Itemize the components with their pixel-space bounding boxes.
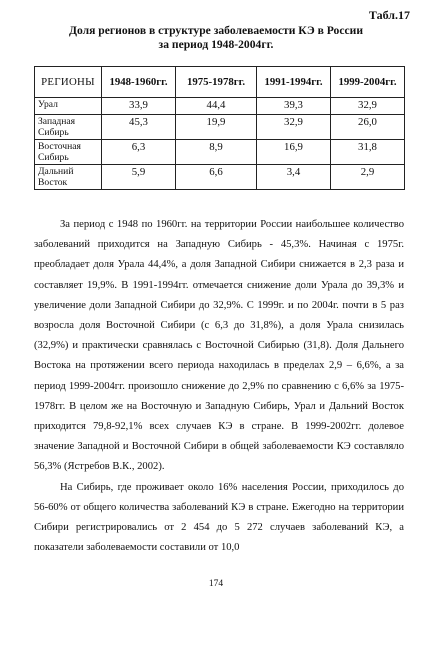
value-cell: 5,9 — [102, 165, 176, 190]
value-cell: 44,4 — [176, 98, 257, 115]
header-period-4: 1999-2004гг. — [331, 67, 405, 98]
table-row — [35, 115, 405, 140]
region-cell: Восточная Сибирь — [35, 140, 102, 165]
page-number: 174 — [208, 579, 224, 589]
value-cell: 6,3 — [102, 140, 176, 165]
header-period-1: 1948-1960гг. — [102, 67, 176, 98]
table-row — [35, 98, 405, 115]
header-period-2: 1975-1978гг. — [176, 67, 257, 98]
table-title — [0, 24, 432, 52]
value-cell: 16,9 — [257, 140, 331, 165]
body-text — [34, 215, 404, 558]
value-cell: 32,9 — [257, 115, 331, 140]
table-title-line-2: за период 1948-2004гг. — [158, 38, 274, 51]
value-cell: 26,0 — [331, 115, 405, 140]
value-cell: 39,3 — [257, 98, 331, 115]
paragraph: За период с 1948 по 1960гг. на территории России наибольшее количество заболеваний приходится на Западную Сибирь - 45,3%. Начиная с 1975г. преобладает доля Урала 44,4%, а доля Западной Сибири снижается в 2,3 раза и составляет 19,9%. В 1991-1994гг. отмечается снижение доли Урала до 39,3% и увеличение доли Западной Сибири до 32,9%. С 1999г. и по 2004г. почти в 5 раз возросла доля Восточной Сибири (с 6,3 до 31,8%), а доля Урала снизилась (32,9%) и практически сравнялась с Восточной Сибирью (31,8). Доля Дальнего Востока на протяжении всего периода находилась в пределах 2,9 – 6,6%, а за период 1999-2004гг. произошло снижение до 2,9% по сравнению с 6,6% за 1975-1978гг. В целом же на Восточную и Западную Сибирь, Урал и Дальний Восток приходится 79,8-92,1% всех случаев КЭ в стране. В 1999-2002гг. долевое значение Западной и Восточной Сибири в общей заболеваемости КЭ составляло 56,3% (Ястребов В.К., 2002). — [34, 219, 404, 473]
header-period-3: 1991-1994гг. — [257, 67, 331, 98]
table-row — [35, 140, 405, 165]
header-regions: РЕГИОНЫ — [35, 67, 102, 98]
paragraph: На Сибирь, где проживает около 16% населения России, приходилось до 56-60% от общего количества заболеваний КЭ в стране. Ежегодно на территории Сибири регистрировались от 2 454 до 5 272 случаев заболеваний КЭ, а показатели заболеваемости составили от 10,0 — [34, 481, 404, 554]
value-cell: 33,9 — [102, 98, 176, 115]
table-header-row — [35, 67, 405, 98]
regions-table — [34, 66, 405, 190]
value-cell: 2,9 — [331, 165, 405, 190]
value-cell: 8,9 — [176, 140, 257, 165]
region-cell: Урал — [35, 98, 102, 115]
table-number: Табл.17 — [368, 8, 410, 22]
value-cell: 45,3 — [102, 115, 176, 140]
table-row — [35, 165, 405, 190]
value-cell: 19,9 — [176, 115, 257, 140]
value-cell: 32,9 — [331, 98, 405, 115]
region-cell: Дальний Восток — [35, 165, 102, 190]
value-cell: 31,8 — [331, 140, 405, 165]
region-cell: Западная Сибирь — [35, 115, 102, 140]
value-cell: 6,6 — [176, 165, 257, 190]
table-title-line-1: Доля регионов в структуре заболеваемости КЭ в России — [69, 24, 363, 37]
value-cell: 3,4 — [257, 165, 331, 190]
